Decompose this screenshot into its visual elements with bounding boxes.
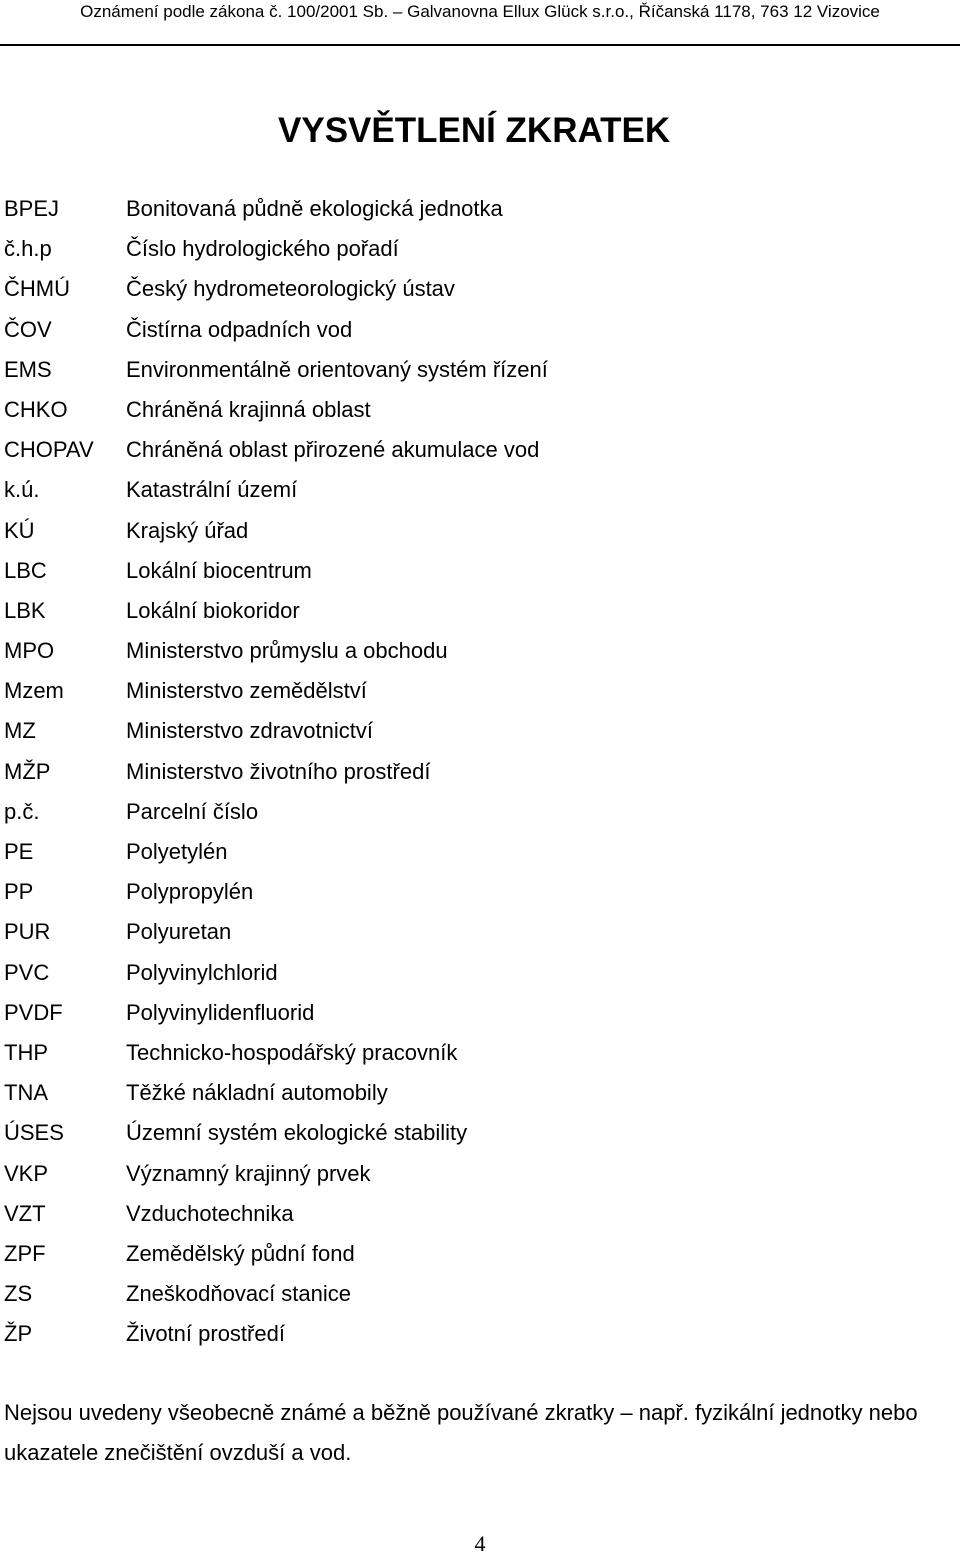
abbreviation-meaning: Těžké nákladní automobily	[126, 1080, 388, 1106]
abbreviation-meaning: Krajský úřad	[126, 517, 249, 543]
abbreviation: THP	[4, 1039, 48, 1065]
list-item	[4, 1033, 944, 1073]
abbreviation: CHOPAV	[4, 437, 94, 463]
abbreviation: č.h.p	[4, 236, 52, 262]
abbreviation-meaning: Zemědělský půdní fond	[126, 1240, 355, 1266]
list-item	[4, 430, 944, 470]
abbreviation: KÚ	[4, 517, 35, 543]
list-item	[4, 1234, 944, 1274]
abbreviation: TNA	[4, 1080, 48, 1106]
abbreviation-meaning: Územní systém ekologické stability	[126, 1120, 468, 1146]
abbreviation-meaning: Zneškodňovací stanice	[126, 1281, 352, 1307]
abbreviation: MZ	[4, 718, 36, 744]
list-item	[4, 229, 944, 269]
list-item	[4, 752, 944, 792]
abbreviation: ZPF	[4, 1240, 46, 1266]
abbreviation-list	[4, 189, 944, 1354]
abbreviation-meaning: Významný krajinný prvek	[126, 1160, 371, 1186]
list-item	[4, 671, 944, 711]
list-item	[4, 993, 944, 1033]
list-item	[4, 390, 944, 430]
list-item	[4, 350, 944, 390]
abbreviation: ÚSES	[4, 1120, 64, 1146]
abbreviation: ČHMÚ	[4, 276, 70, 302]
abbreviation: PE	[4, 839, 34, 864]
list-item	[4, 189, 944, 229]
abbreviation-meaning: Technicko-hospodářský pracovník	[126, 1039, 458, 1065]
abbreviation: BPEJ	[4, 196, 60, 221]
abbreviation-meaning: Environmentálně orientovaný systém řízení	[126, 356, 548, 382]
abbreviation: PVDF	[4, 999, 63, 1025]
abbreviation: PVC	[4, 959, 50, 985]
abbreviation-meaning: Ministerstvo zdravotnictví	[126, 718, 373, 744]
list-item	[4, 792, 944, 832]
list-item	[4, 591, 944, 631]
abbreviation: MŽP	[4, 758, 51, 784]
abbreviation: LBK	[4, 597, 46, 623]
list-item	[4, 1154, 944, 1194]
list-item	[4, 953, 944, 993]
list-item	[4, 1274, 944, 1314]
abbreviation: CHKO	[4, 396, 68, 422]
page-title: VYSVĚTLENÍ ZKRATEK	[278, 111, 671, 150]
abbreviation: MPO	[4, 638, 55, 664]
list-item	[4, 872, 944, 912]
abbreviation-meaning: Polyvinylchlorid	[126, 959, 278, 985]
abbreviation: k.ú.	[4, 477, 40, 503]
abbreviation: LBC	[4, 557, 47, 583]
list-item	[4, 269, 944, 309]
abbreviation: ŽP	[4, 1321, 33, 1347]
abbreviation: Mzem	[4, 678, 64, 704]
abbreviation-meaning: Lokální biocentrum	[126, 557, 312, 583]
abbreviation-meaning: Polyetylén	[126, 839, 228, 864]
abbreviation-meaning: Lokální biokoridor	[126, 597, 300, 623]
abbreviation: VZT	[4, 1200, 46, 1226]
abbreviation-meaning: Bonitovaná půdně ekologická jednotka	[126, 196, 503, 221]
list-item	[4, 1113, 944, 1153]
list-item	[4, 470, 944, 510]
list-item	[4, 912, 944, 952]
abbreviation: VKP	[4, 1160, 49, 1186]
abbreviation: p.č.	[4, 798, 40, 824]
abbreviation-meaning: Čistírna odpadních vod	[126, 316, 353, 342]
abbreviation-meaning: Polyvinylidenfluorid	[126, 999, 315, 1025]
abbreviation-meaning: Číslo hydrologického pořadí	[126, 236, 399, 262]
list-item	[4, 310, 944, 350]
abbreviation-meaning: Životní prostředí	[126, 1321, 285, 1347]
abbreviation-meaning: Ministerstvo životního prostředí	[126, 758, 431, 784]
abbreviation: EMS	[4, 356, 52, 382]
list-item	[4, 832, 944, 872]
abbreviation-meaning: Český hydrometeorologický ústav	[126, 276, 455, 302]
header-divider	[0, 44, 960, 46]
abbreviation-meaning: Katastrální území	[126, 477, 298, 503]
abbreviation-meaning: Chráněná oblast přirozené akumulace vod	[126, 437, 540, 463]
list-item	[4, 1314, 944, 1354]
page-number: 4	[474, 1531, 486, 1556]
abbreviation: ČOV	[4, 316, 52, 342]
list-item	[4, 551, 944, 591]
list-item	[4, 711, 944, 751]
abbreviation-meaning: Vzduchotechnika	[126, 1200, 294, 1226]
abbreviation-meaning: Parcelní číslo	[126, 798, 259, 824]
abbreviation-meaning: Ministerstvo průmyslu a obchodu	[126, 638, 448, 664]
note-paragraph: Nejsou uvedeny všeobecně známé a běžně používané zkratky – např. fyzikální jednotky nebo ukazatele znečištění ovzduší a vod.	[4, 1400, 918, 1465]
abbreviation-meaning: Polyuretan	[126, 919, 232, 945]
page-header: Oznámení podle zákona č. 100/2001 Sb. – Galvanovna Ellux Glück s.r.o., Říčanská 1178, 763 12 Vizovice	[80, 2, 880, 21]
abbreviation-meaning: Chráněná krajinná oblast	[126, 396, 371, 422]
list-item	[4, 631, 944, 671]
abbreviation: PUR	[4, 919, 51, 945]
list-item	[4, 1194, 944, 1234]
abbreviation: ZS	[4, 1281, 33, 1307]
abbreviation-meaning: Polypropylén	[126, 879, 254, 905]
list-item	[4, 1073, 944, 1113]
abbreviation: PP	[4, 879, 34, 905]
list-item	[4, 511, 944, 551]
abbreviation-meaning: Ministerstvo zemědělství	[126, 678, 367, 704]
